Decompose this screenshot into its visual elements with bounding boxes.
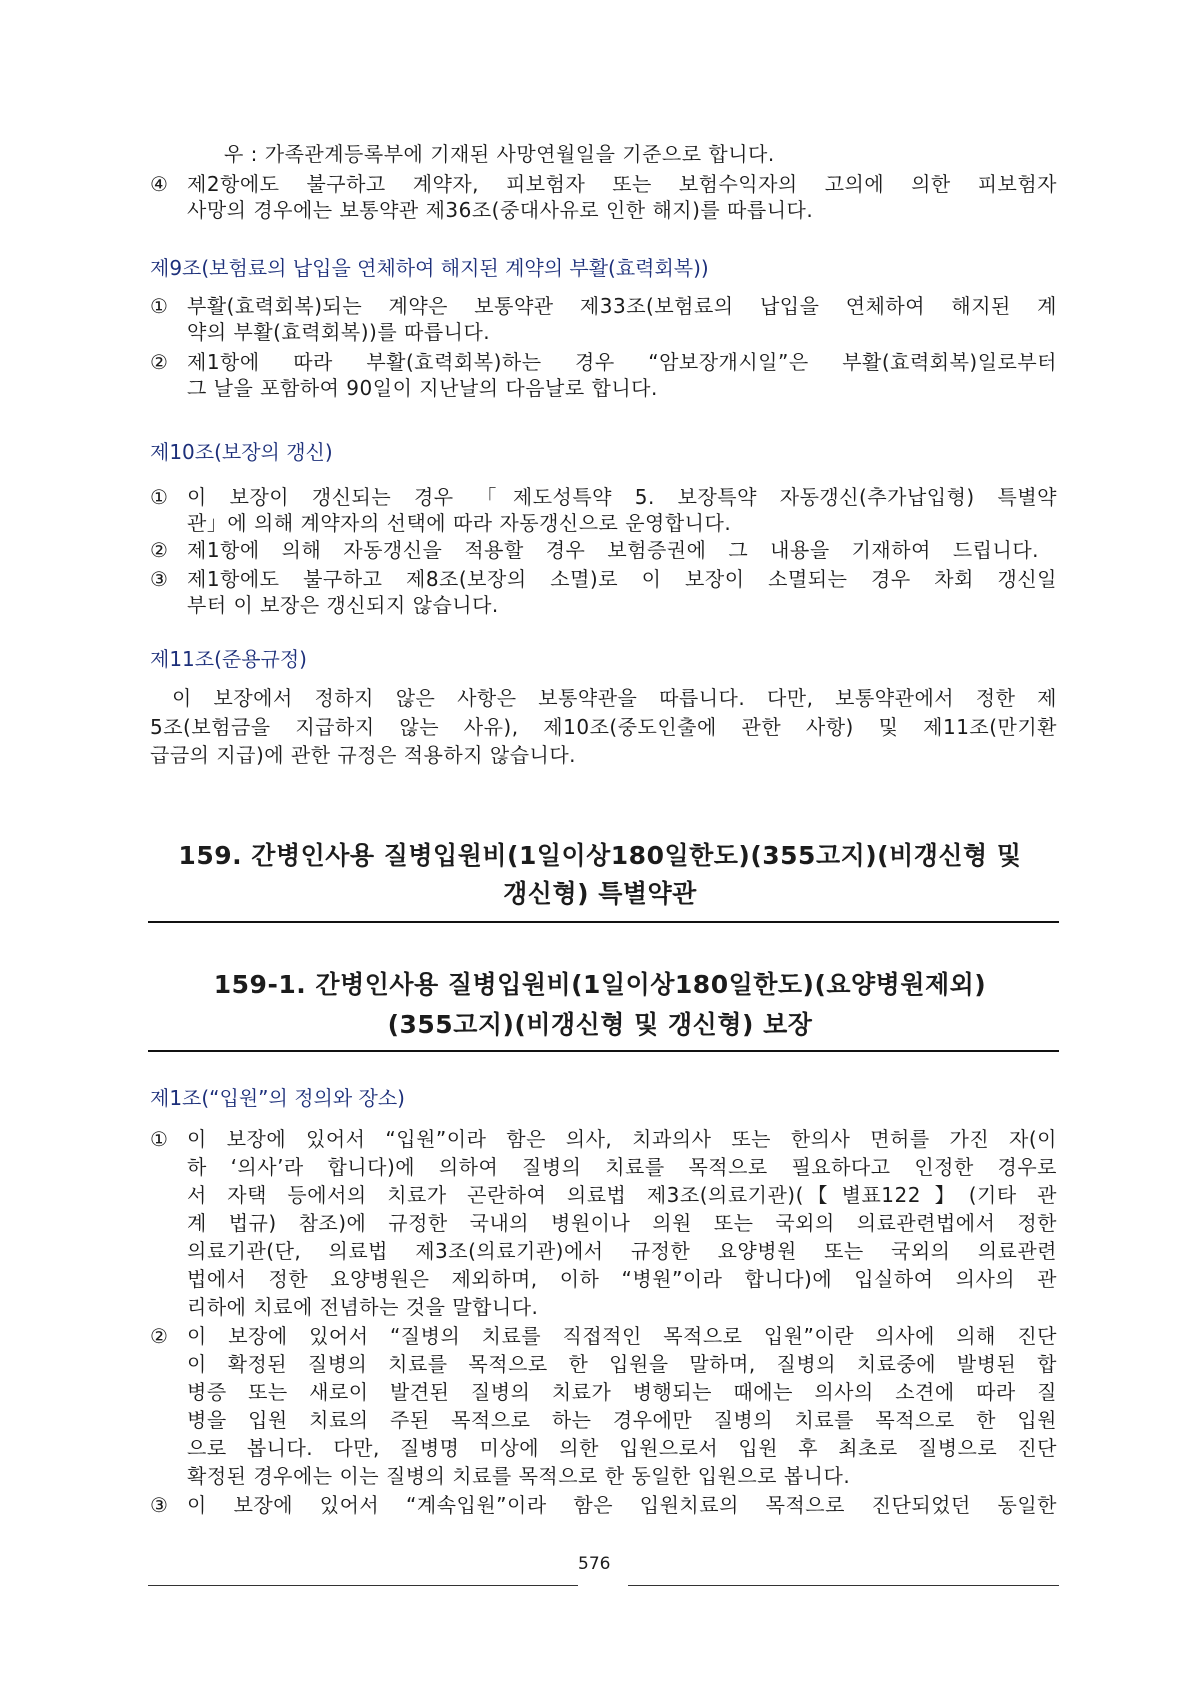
item-marker: ① — [150, 294, 168, 318]
paragraph-line: 5조(보험금을 지급하지 않는 사유), 제10조(중도인출에 관한 사항) 및 제11조(만기환 — [150, 715, 1057, 739]
paragraph-line: 관」에 의해 계약자의 선택에 따라 자동갱신으로 운영합니다. — [187, 511, 732, 535]
footer-rule-right — [628, 1585, 1059, 1586]
item-marker: ③ — [150, 1493, 168, 1517]
paragraph-line: 이 보장에 있어서 “질병의 치료를 직접적인 목적으로 입원”이란 의사에 의해 진단 — [187, 1324, 1057, 1348]
item-marker: ③ — [150, 567, 168, 591]
item-marker: ② — [150, 538, 168, 562]
paragraph-line: 이 보장에 있어서 “계속입원”이라 함은 입원치료의 목적으로 진단되었던 동일한 — [187, 1493, 1057, 1517]
article-10-heading: 제10조(보장의 갱신) — [150, 440, 333, 464]
paragraph-line: 제1항에 의해 자동갱신을 적용할 경우 보험증권에 그 내용을 기재하여 드립니다. — [187, 538, 1039, 562]
paragraph-line: 의료기관(단, 의료법 제3조(의료기관)에서 규정한 요양병원 또는 국외의 의료관련 — [187, 1239, 1057, 1263]
item-marker: ① — [150, 1127, 168, 1151]
paragraph-line: 확정된 경우에는 이는 질병의 치료를 목적으로 한 동일한 입원으로 봅니다. — [187, 1464, 851, 1488]
paragraph-line: 이 보장에서 정하지 않은 사항은 보통약관을 따릅니다. 다만, 보통약관에서 정한 제 — [172, 686, 1057, 710]
paragraph-line: 제2항에도 불구하고 계약자, 피보험자 또는 보험수익자의 고의에 의한 피보험자 — [187, 172, 1057, 196]
paragraph-line: 약의 부활(효력회복))를 따릅니다. — [187, 320, 491, 344]
paragraph-line: 병증 또는 새로이 발견된 질병의 치료가 병행되는 때에는 의사의 소견에 따라 질 — [187, 1380, 1057, 1404]
continuation-line: 우 : 가족관계등록부에 기재된 사망연월일을 기준으로 합니다. — [224, 142, 775, 166]
page-number: 576 — [578, 1554, 611, 1574]
paragraph-line: 서 자택 등에서의 치료가 곤란하여 의료법 제3조(의료기관)(【별표122】(기타 관 — [187, 1183, 1057, 1207]
paragraph-line: 법에서 정한 요양병원은 제외하며, 이하 “병원”이라 합니다)에 입실하여 의사의 관 — [187, 1267, 1057, 1291]
paragraph-line: 이 확정된 질병의 치료를 목적으로 한 입원을 말하며, 질병의 치료중에 발병된 합 — [187, 1352, 1057, 1376]
paragraph-line: 으로 봅니다. 다만, 질병명 미상에 의한 입원으로서 입원 후 최초로 질병으로 진단 — [187, 1436, 1057, 1460]
paragraph-line: 사망의 경우에는 보통약관 제36조(중대사유로 인한 해지)를 따릅니다. — [187, 198, 814, 222]
paragraph-line: 이 보장이 갱신되는 경우 「제도성특약 5. 보장특약 자동갱신(추가납입형) 특별약 — [187, 485, 1057, 509]
paragraph-line: 제1항에도 불구하고 제8조(보장의 소멸)로 이 보장이 소멸되는 경우 차회 갱신일 — [187, 567, 1057, 591]
paragraph-line: 병을 입원 치료의 주된 목적으로 하는 경우에만 질병의 치료를 목적으로 한 입원 — [187, 1408, 1057, 1432]
subsection-title-rule — [148, 1050, 1059, 1052]
article-9-heading: 제9조(보험료의 납입을 연체하여 해지된 계약의 부활(효력회복)) — [150, 256, 709, 280]
paragraph-line: 부터 이 보장은 갱신되지 않습니다. — [187, 593, 499, 617]
paragraph-line: 이 보장에 있어서 “입원”이라 함은 의사, 치과의사 또는 한의사 면허를 가진 자(이 — [187, 1127, 1057, 1151]
item-marker: ④ — [150, 172, 168, 196]
section-title-rule — [148, 921, 1059, 923]
item-marker: ② — [150, 350, 168, 374]
paragraph-line: 계 법규) 참조)에 규정한 국내의 병원이나 의원 또는 국외의 의료관련법에서 정한 — [187, 1211, 1057, 1235]
paragraph-line: 급금의 지급)에 관한 규정은 적용하지 않습니다. — [150, 743, 577, 767]
section-title-line: 갱신형) 특별약관 — [503, 879, 697, 908]
paragraph-line: 부활(효력회복)되는 계약은 보통약관 제33조(보험료의 납입을 연체하여 해지된 계 — [187, 294, 1057, 318]
section-title-line: 159. 간병인사용 질병입원비(1일이상180일한도)(355고지)(비갱신형 및 — [178, 841, 1022, 870]
item-marker: ① — [150, 485, 168, 509]
footer-rule-left — [148, 1585, 578, 1586]
paragraph-line: 리하에 치료에 전념하는 것을 말합니다. — [187, 1295, 539, 1319]
subsection-title-line: (355고지)(비갱신형 및 갱신형) 보장 — [387, 1010, 813, 1039]
article-11-heading: 제11조(준용규정) — [150, 647, 307, 671]
subsection-title-line: 159-1. 간병인사용 질병입원비(1일이상180일한도)(요양병원제외) — [213, 970, 987, 999]
paragraph-line: 제1항에 따라 부활(효력회복)하는 경우 “암보장개시일”은 부활(효력회복)일로부터 — [187, 350, 1057, 374]
article-1-heading: 제1조(“입원”의 정의와 장소) — [150, 1086, 405, 1110]
paragraph-line: 하 ‘의사’라 합니다)에 의하여 질병의 치료를 목적으로 필요하다고 인정한 경우로 — [187, 1155, 1057, 1179]
item-marker: ② — [150, 1324, 168, 1348]
paragraph-line: 그 날을 포함하여 90일이 지난날의 다음날로 합니다. — [187, 376, 658, 400]
